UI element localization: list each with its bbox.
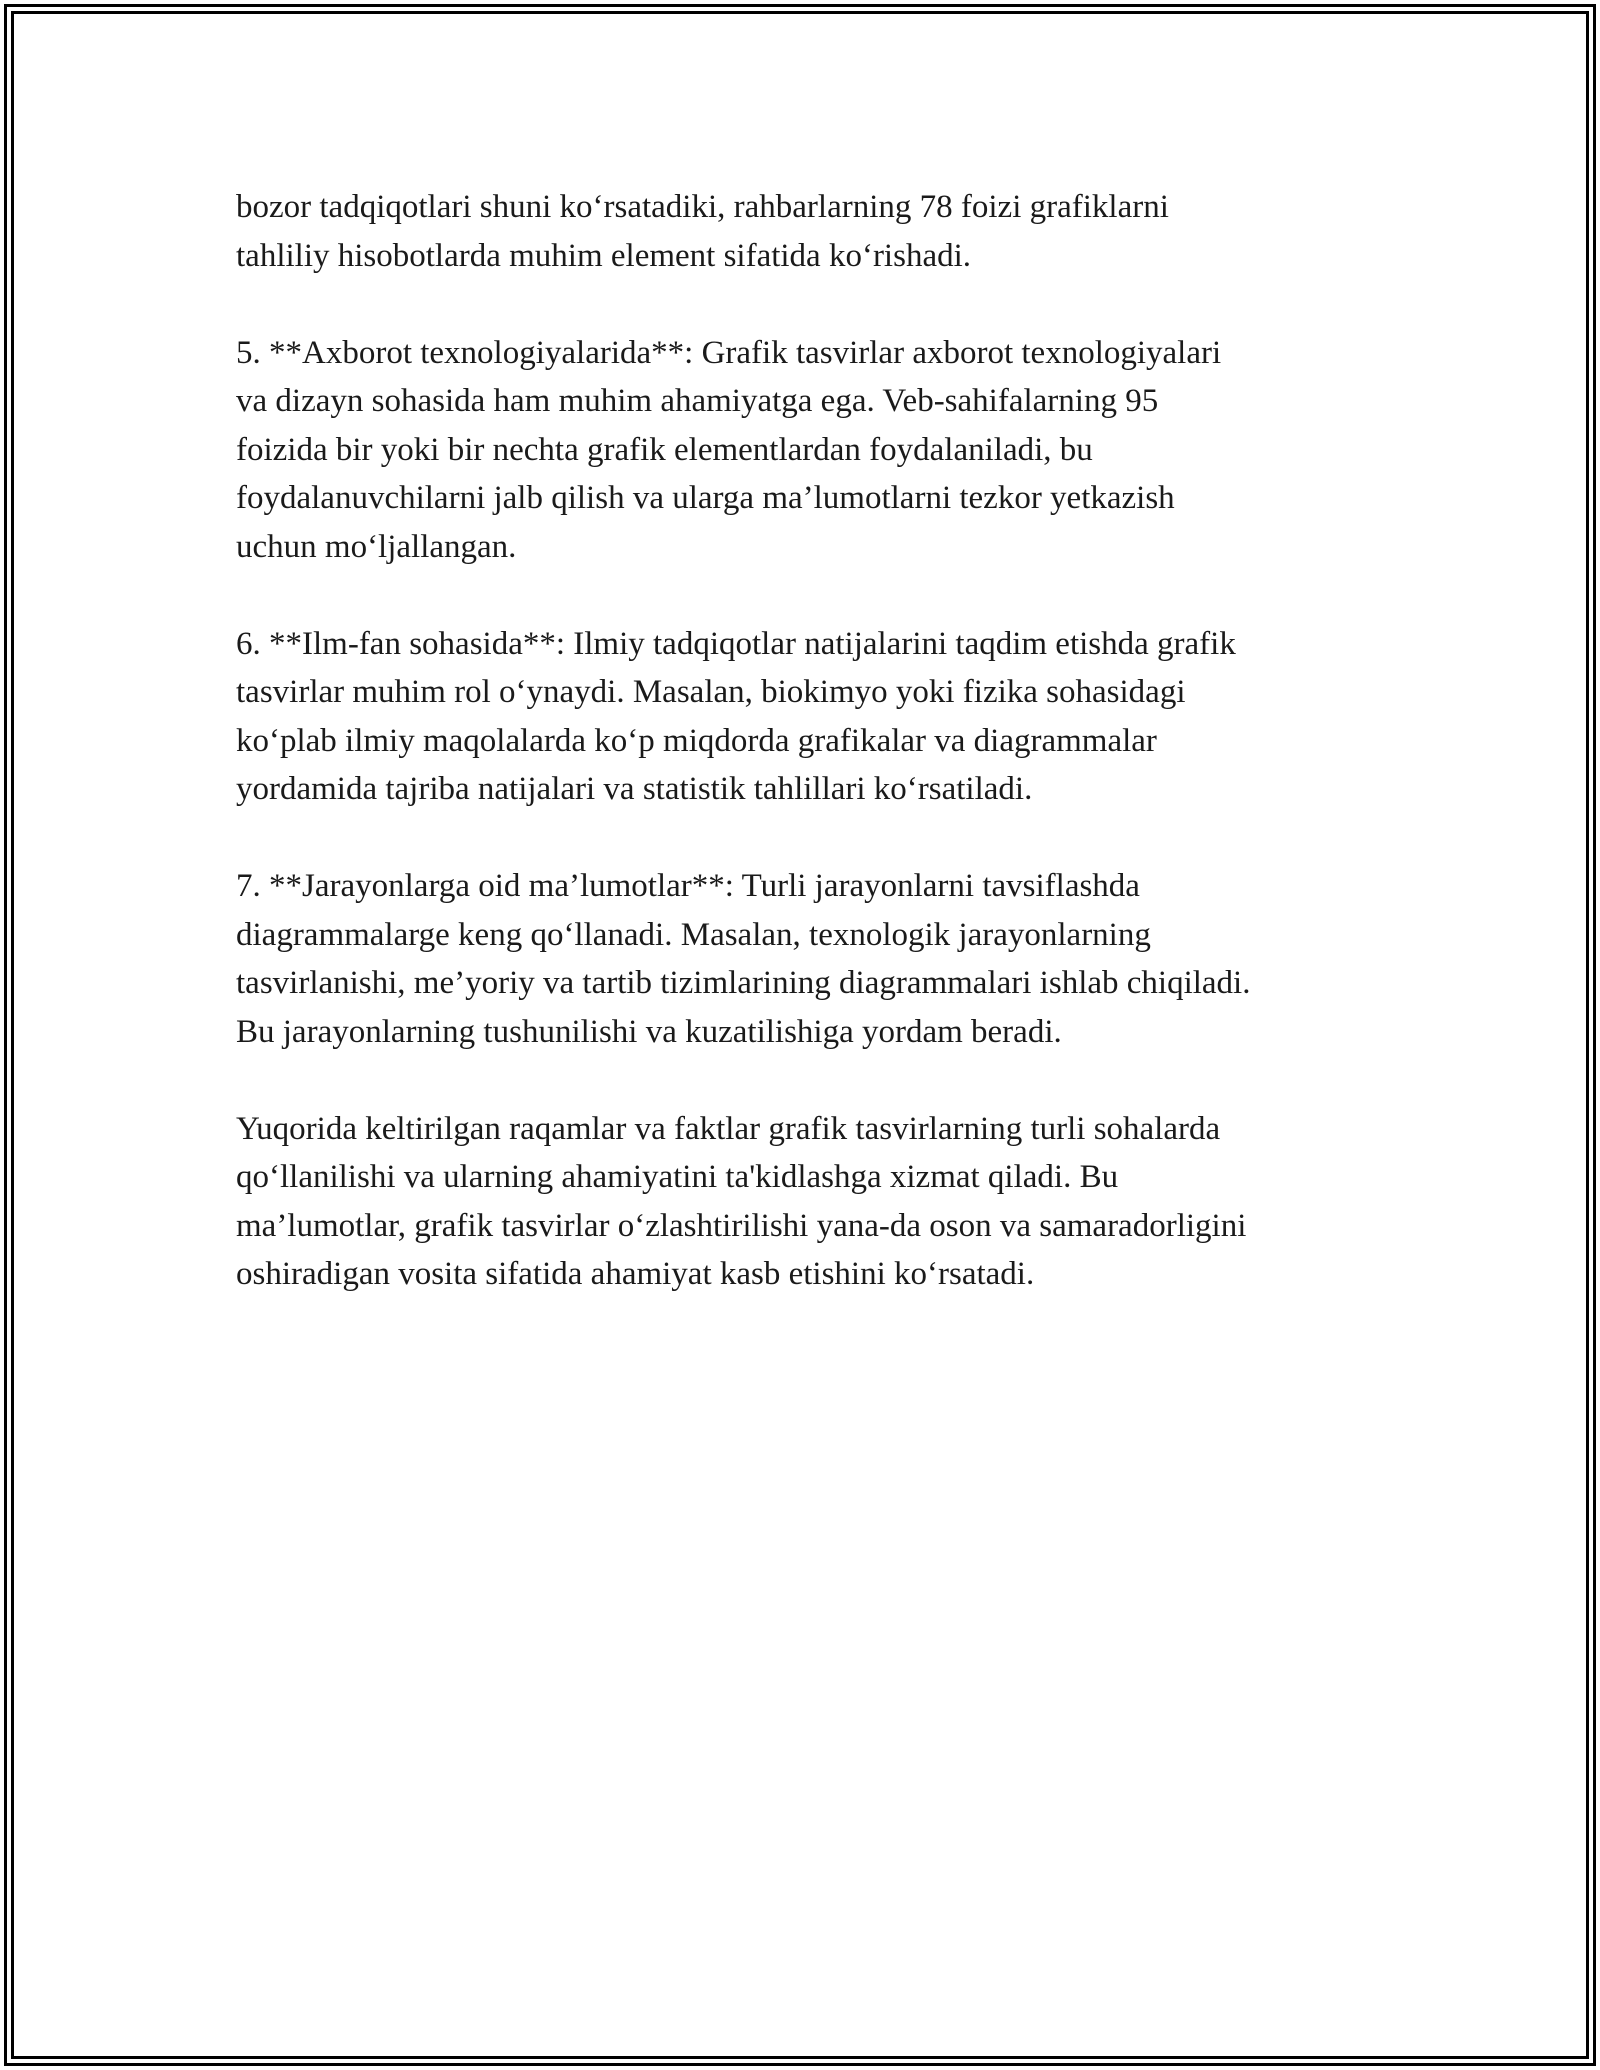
paragraph-item-6-science: 6. **Ilm-fan sohasida**: Ilmiy tadqiqotlar natijalarini taqdim etishda grafik tasvirlar muhim rol o‘ynaydi. Masalan, biokimyo yoki fizika sohasidagi ko‘plab ilmiy maqolalarda ko‘p miqdorda grafikalar va diagrammalar yordamida tajriba natijalari va statistik tahlillari ko‘rsatiladi.	[236, 625, 1236, 807]
paragraph-conclusion: Yuqorida keltirilgan raqamlar va faktlar grafik tasvirlarning turli sohalarda qo‘llanilishi va ularning ahamiyatini ta'kidlashga xizmat qiladi. Bu ma’lumotlar, grafik tasvirlar o‘zlashtirilishi yana-da oson va samaradorligini oshiradigan vosita sifatida ahamiyat kasb etishini ko‘rsatadi.	[236, 1110, 1247, 1292]
paragraph-item-7-processes: 7. **Jarayonlarga oid ma’lumotlar**: Turli jarayonlarni tavsiflashda diagrammalarge keng qo‘llanadi. Masalan, texnologik jarayonlarning tasvirlanishi, me’yoriy va tartib tizimlarining diagrammalari ishlab chiqiladi. Bu jarayonlarning tushunilishi va kuzatilishiga yordam beradi.	[236, 868, 1251, 1050]
paragraph-market-research: bozor tadqiqotlari shuni ko‘rsatadiki, rahbarlarning 78 foizi grafiklarni tahliliy hisobotlarda muhim element sifatida ko‘rishadi.	[236, 189, 1169, 274]
paragraph-item-5-information-technology: 5. **Axborot texnologiyalarida**: Grafik tasvirlar axborot texnologiyalari va dizayn sohasida ham muhim ahamiyatga ega. Veb-sahifalarning 95 foizida bir yoki bir nechta grafik elementlardan foydalaniladi, bu foydalanuvchilarni jalb qilish va ularga ma’lumotlarni tezkor yetkazish uchun mo‘ljallangan.	[236, 334, 1222, 565]
document-body	[236, 183, 1386, 1347]
